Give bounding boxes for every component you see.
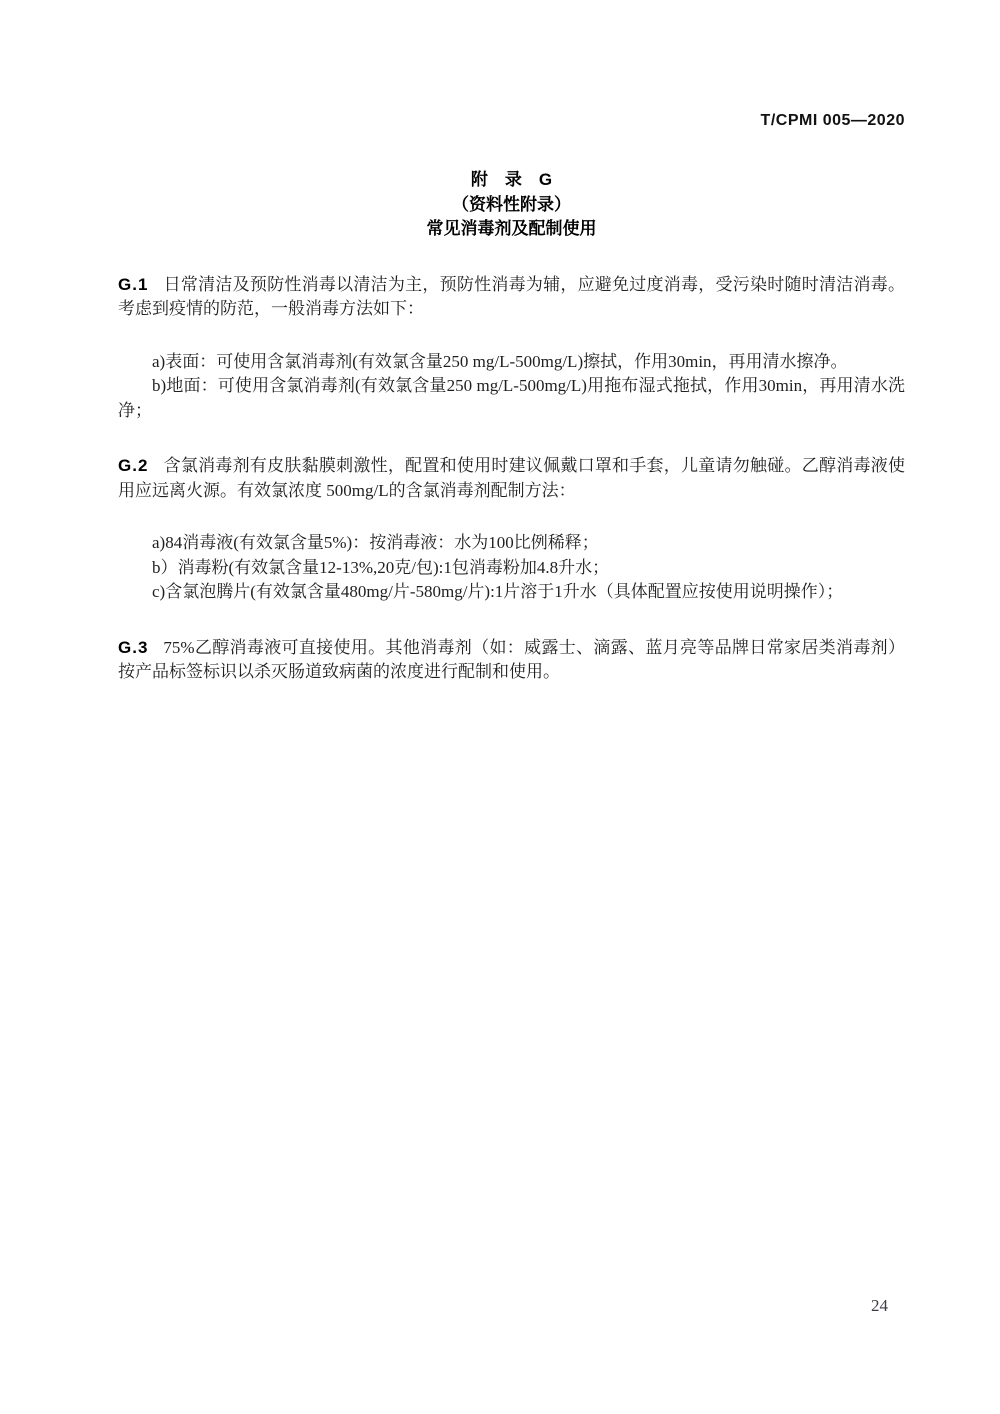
list-item-g2-c: c)含氯泡腾片(有效氯含量480mg/片-580mg/片):1片溶于1升水（具体配置应按使用说明操作）； [152, 582, 844, 601]
clause-g1-text: 日常清洁及预防性消毒以清洁为主，预防性消毒为辅，应避免过度消毒，受污染时随时清洁消毒。考虑到疫情的防范，一般消毒方法如下： [118, 274, 905, 318]
appendix-heading: 常见消毒剂及配制使用 [426, 219, 597, 238]
page-header [118, 112, 905, 130]
appendix-subtitle: （资料性附录） [452, 194, 571, 214]
clause-g2-text: 含氯消毒剂有皮肤黏膜刺激性，配置和使用时建议佩戴口罩和手套，儿童请勿触碰。乙醇消毒液使用应远离火源。有效氯浓度 500mg/L的含氯消毒剂配制方法： [118, 456, 905, 500]
page-number: 24 [871, 1296, 888, 1315]
clause-g3 [118, 636, 905, 685]
clause-g2-number: G.2 [118, 456, 149, 475]
list-item-g2-a: a)84消毒液(有效氯含量5%)：按消毒液：水为100比例稀释； [152, 533, 599, 552]
list-item-g1-b: b)地面：可使用含氯消毒剂(有效氯含量250 mg/L-500mg/L)用拖布湿式拖拭，作用30min，再用清水洗净； [118, 376, 905, 420]
appendix-title: 附 录 G [470, 170, 553, 189]
clause-g3-number: G.3 [118, 637, 149, 657]
page-footer [871, 1296, 888, 1316]
clause-g1-item-list [118, 350, 905, 424]
clause-g1-number: G.1 [118, 274, 149, 294]
clause-g1 [118, 273, 905, 322]
appendix-title-block [118, 168, 905, 242]
list-item-g1-a: a)表面：可使用含氯消毒剂(有效氯含量250 mg/L-500mg/L)擦拭，作用30min，再用清水擦净。 [152, 351, 848, 371]
list-item-g2-b: b）消毒粉(有效氯含量12-13%,20克/包):1包消毒粉加4.8升水； [152, 557, 610, 577]
doc-number: T/CPMI 005—2020 [760, 112, 905, 129]
clause-g2-item-list [118, 531, 905, 605]
document-content [118, 168, 905, 685]
clause-g2 [118, 454, 905, 503]
clause-g3-text: 75%乙醇消毒液可直接使用。其他消毒剂（如：威露士、滴露、蓝月亮等品牌日常家居类消毒剂）按产品标签标识以杀灭肠道致病菌的浓度进行配制和使用。 [118, 637, 905, 681]
